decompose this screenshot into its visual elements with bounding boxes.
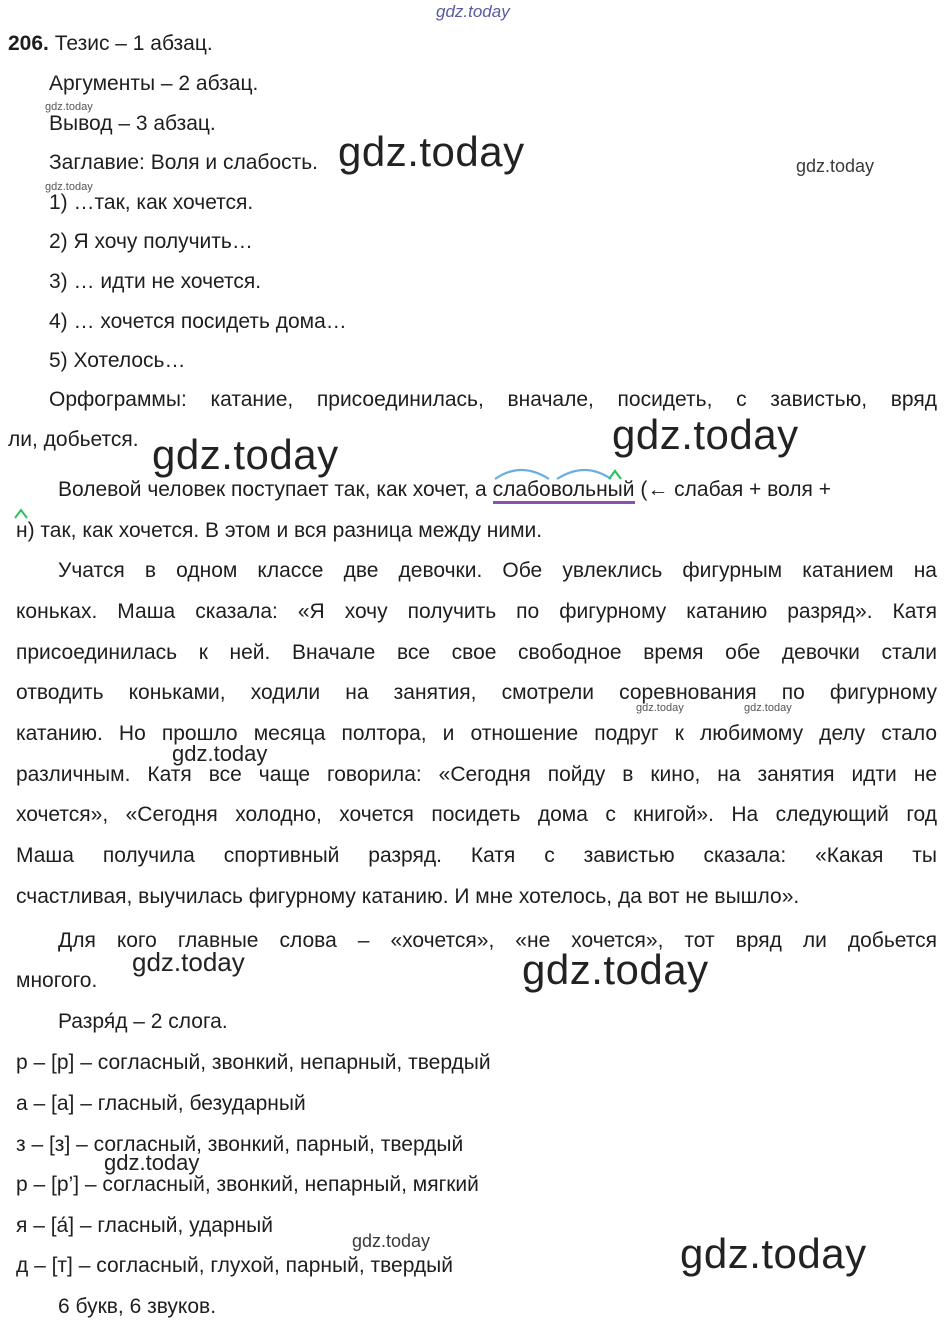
phonetic-row-6: д – [т] – согласный, глухой, парный, твердый (16, 1254, 453, 1277)
watermark: gdz.today (152, 431, 339, 478)
phonetic-row-4: р – [р’] – согласный, звонкий, непарный, мягкий (16, 1173, 479, 1196)
morphemic-word (493, 477, 635, 503)
task-line-1 (8, 31, 213, 57)
phonetic-summary: 6 букв, 6 звуков. (58, 1295, 217, 1318)
quote-1: 1) …так, как хочется. (49, 191, 254, 214)
essay-p3-line-1: Для кого главные слова – «хочется», «не хочется», тот вряд ли добьется (58, 929, 937, 952)
task-number: 206. (8, 32, 49, 55)
watermark: gdz.today (522, 946, 709, 993)
essay-p2-line-8: Маша получила спортивный разряд. Катя с завистью сказала: «Какая ты (16, 844, 937, 867)
phonetic-row-1: р – [р] – согласный, звонкий, непарный, твердый (16, 1051, 491, 1074)
plan-conclusion: Вывод – 3 абзац. (49, 112, 216, 135)
plan-thesis: Тезис – 1 абзац. (54, 32, 213, 55)
essay-p2-line-7: хочется», «Сегодня холодно, хочется посидеть дома с книгой». На следующий год (16, 803, 937, 826)
plan-arguments: Аргументы – 2 абзац. (49, 72, 259, 95)
essay-p1-line-2: н) так, как хочется. В этом и вся разница между ними. (16, 519, 543, 542)
watermark: gdz.today (636, 702, 684, 714)
phonetic-row-2: а – [а] – гласный, безударный (16, 1092, 306, 1115)
title-line: Заглавие: Воля и слабость. (49, 151, 319, 174)
watermark: gdz.today (744, 702, 792, 714)
essay-p2-line-9: счастливая, выучилась фигурному катанию. И мне хотелось, да вот не вышло». (16, 885, 800, 908)
essay-p2-line-6: различным. Катя все чаще говорила: «Сегодня пойду в кино, на занятия идти не (16, 763, 937, 786)
essay-p1-start: Волевой человек поступает так, как хочет, а (58, 478, 487, 501)
orthograms-line-1: Орфограммы: катание, присоединилась, вначале, посидеть, с завистью, вряд (49, 388, 937, 411)
essay-p2-line-5: катанию. Но прошло месяца полтора, и отношение подруг к любимому делу стало (16, 722, 937, 745)
essay-p2-line-3: присоединилась к ней. Вначале все свое свободное время обе девочки стали (16, 641, 937, 664)
watermark: gdz.today (132, 947, 245, 977)
phonetic-header: Разря́д – 2 слога. (58, 1010, 228, 1033)
orthograms-line-2: ли, добьется. (8, 428, 139, 451)
essay-p2-line-4: отводить коньками, ходили на занятия, смотрели соревнования по фигурному (16, 681, 937, 704)
watermark: gdz.today (104, 1150, 200, 1175)
quote-5: 5) Хотелось… (49, 349, 186, 372)
essay-p1-end: (← слабая + воля + (640, 478, 831, 501)
morpheme-stem-word: слабовольный (493, 478, 635, 504)
watermark: gdz.today (172, 741, 268, 766)
phonetic-row-5: я – [а́] – гласный, ударный (16, 1214, 273, 1237)
watermark: gdz.today (338, 128, 525, 175)
essay-p1-line-1 (58, 477, 831, 503)
quote-4: 4) … хочется посидеть дома… (49, 310, 347, 333)
watermark: gdz.today (680, 1230, 867, 1277)
quote-3: 3) … идти не хочется. (49, 270, 262, 293)
essay-p2-line-2: коньках. Маша сказала: «Я хочу получить по фигурному катанию разряд». Катя (16, 600, 937, 623)
quote-2: 2) Я хочу получить… (49, 230, 253, 253)
watermark: gdz.today (612, 411, 799, 458)
essay-p2-line-1: Учатся в одном классе две девочки. Обе увлеклись фигурным катанием на (58, 559, 937, 582)
top-watermark: gdz.today (436, 2, 510, 21)
phonetic-row-3: з – [з] – согласный, звонкий, парный, твердый (16, 1133, 464, 1156)
essay-p3-line-2: многого. (16, 969, 98, 992)
watermark: gdz.today (352, 1231, 431, 1251)
watermark: gdz.today (45, 181, 93, 193)
watermark: gdz.today (796, 156, 875, 176)
watermark: gdz.today (45, 101, 93, 113)
